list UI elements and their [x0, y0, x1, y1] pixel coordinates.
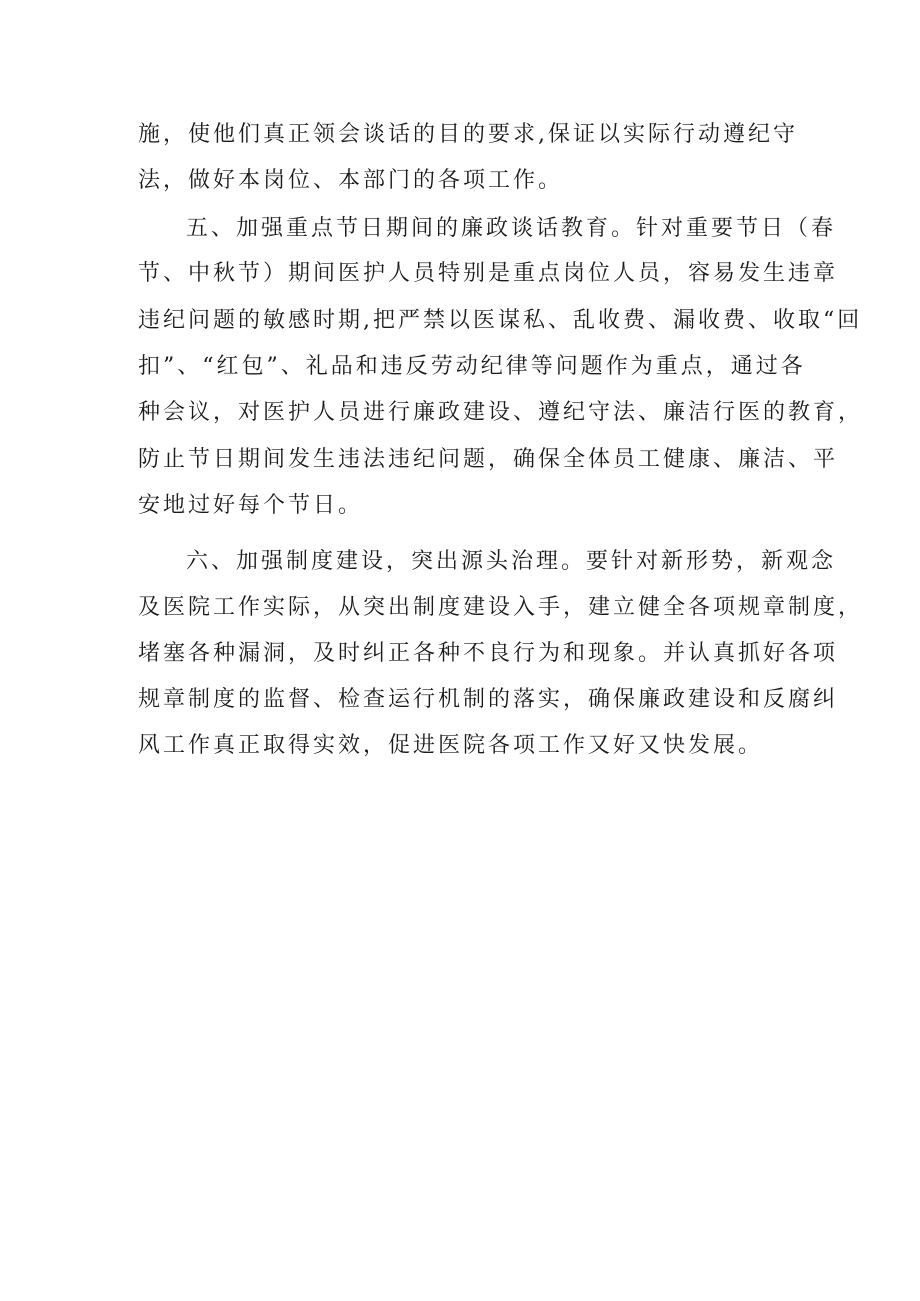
text-line: 法，做好本岗位、本部门的各项工作。 — [138, 168, 564, 193]
text-line: 五、加强重点节日期间的廉政谈话教育。针对重要节日（春 — [186, 216, 837, 241]
text-line: 违纪问题的敏感时期,把严禁以医谋私、乱收费、漏收费、收取“回 — [138, 308, 863, 333]
text-line: 施，使他们真正领会谈话的目的要求,保证以实际行动遵纪守 — [138, 122, 798, 147]
text-line: 风工作真正取得实效，促进医院各项工作又好又快发展。 — [138, 733, 764, 758]
text-line: 扣”、“红包”、礼品和违反劳动纪律等问题作为重点，通过各 — [138, 354, 806, 379]
text-line: 规章制度的监督、检查运行机制的落实，确保廉政建设和反腐纠 — [138, 687, 839, 712]
text-line: 安地过好每个节日。 — [138, 493, 364, 518]
text-line: 防止节日期间发生违法违纪问题，确保全体员工健康、廉洁、平 — [138, 447, 839, 472]
text-line: 及医院工作实际，从突出制度建设入手，建立健全各项规章制度， — [138, 595, 864, 620]
text-line: 堵塞各种漏洞，及时纠正各种不良行为和现象。并认真抓好各项 — [138, 641, 839, 666]
text-line: 六、加强制度建设，突出源头治理。要针对新形势，新观念 — [186, 549, 837, 574]
text-line: 种会议，对医护人员进行廉政建设、遵纪守法、廉洁行医的教育， — [138, 400, 864, 425]
text-line: 节、中秋节）期间医护人员特别是重点岗位人员，容易发生违章 — [138, 261, 839, 286]
